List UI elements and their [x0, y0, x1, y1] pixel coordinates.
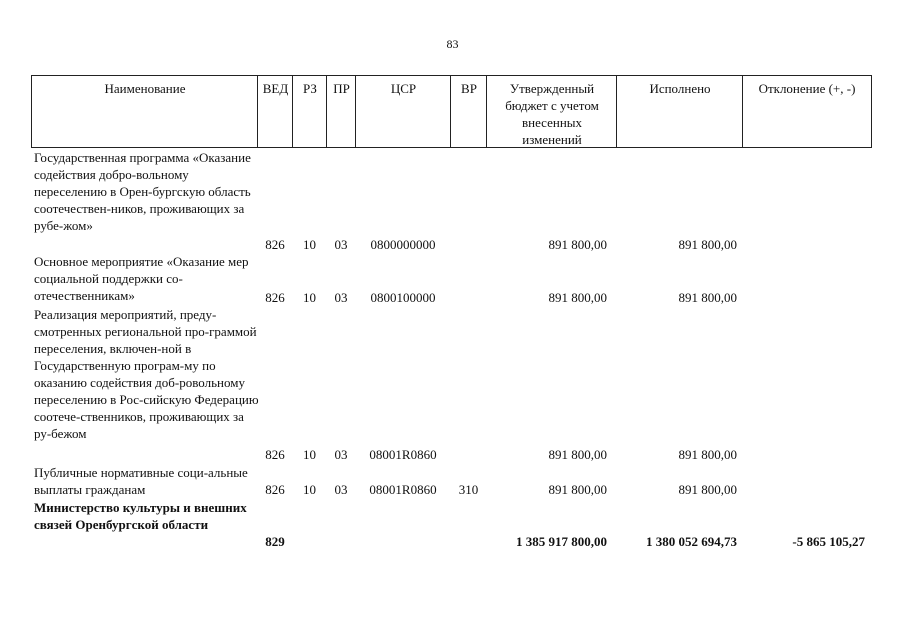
- row-csr: 0800100000: [370, 290, 436, 305]
- row-executed: 891 800,00: [678, 237, 737, 252]
- header-executed: Исполнено: [649, 81, 711, 96]
- header-ved: ВЕД: [262, 81, 289, 96]
- row-vr: 310: [458, 482, 479, 497]
- header-divider: [742, 75, 743, 148]
- row-ved: 826: [265, 237, 285, 252]
- row-pr: 03: [334, 290, 348, 305]
- row-rz: 10: [303, 447, 316, 462]
- header-vr: ВР: [461, 81, 477, 96]
- header-divider: [292, 75, 293, 148]
- header-divider: [486, 75, 487, 148]
- header-divider: [616, 75, 617, 148]
- header-divider: [326, 75, 327, 148]
- row-csr: 08001R0860: [369, 447, 437, 462]
- row-name: Основное мероприятие «Оказание мер социальной поддержки со-отечественникам»: [34, 254, 249, 303]
- row-rz: 10: [303, 290, 316, 305]
- header-name: Наименование: [104, 81, 186, 96]
- row-ved: 826: [265, 290, 285, 305]
- row-pr: 03: [334, 447, 348, 462]
- row-executed: 891 800,00: [678, 290, 737, 305]
- row-ved: 826: [265, 447, 285, 462]
- row-rz: 10: [303, 482, 316, 497]
- table-header: [31, 75, 872, 148]
- row-pr: 03: [334, 237, 348, 252]
- row-pr: 03: [334, 482, 348, 497]
- row-budget: 1 385 917 800,00: [516, 534, 607, 549]
- row-rz: 10: [303, 237, 316, 252]
- row-budget: 891 800,00: [548, 290, 607, 305]
- row-name: Министерство культуры и внешних связей Оренбургской области: [34, 500, 247, 532]
- row-csr: 08001R0860: [369, 482, 437, 497]
- row-executed: 891 800,00: [678, 447, 737, 462]
- header-divider: [355, 75, 356, 148]
- header-pr: ПР: [333, 81, 350, 96]
- header-csr: ЦСР: [390, 81, 417, 96]
- row-ved: 826: [265, 482, 285, 497]
- row-executed: 891 800,00: [678, 482, 737, 497]
- row-executed: 1 380 052 694,73: [646, 534, 737, 549]
- header-rz: РЗ: [303, 81, 317, 96]
- row-deviation: -5 865 105,27: [792, 534, 865, 549]
- row-name: Реализация мероприятий, преду-смотренных региональной про-граммой переселения, включен-ной в Государственную програм-му по оказанию содействия доб-ровольному переселению в Рос-сийскую Федерацию соотече-ственников, проживающих за ру-бежом: [34, 307, 259, 441]
- page-number: 83: [446, 37, 459, 51]
- row-csr: 0800000000: [370, 237, 436, 252]
- row-budget: 891 800,00: [548, 237, 607, 252]
- row-ved: 829: [265, 534, 285, 549]
- header-budget: Утвержденный бюджет с учетом внесенных изменений: [505, 81, 599, 147]
- header-deviation: Отклонение (+, -): [758, 81, 856, 96]
- row-name: Государственная программа «Оказание содействия добро-вольному переселению в Орен-бургскую область соотечествен-ников, проживающих за рубе-жом»: [34, 150, 251, 233]
- row-budget: 891 800,00: [548, 482, 607, 497]
- header-divider: [450, 75, 451, 148]
- row-name: Публичные нормативные соци-альные выплаты гражданам: [34, 465, 248, 497]
- row-budget: 891 800,00: [548, 447, 607, 462]
- header-divider: [257, 75, 258, 148]
